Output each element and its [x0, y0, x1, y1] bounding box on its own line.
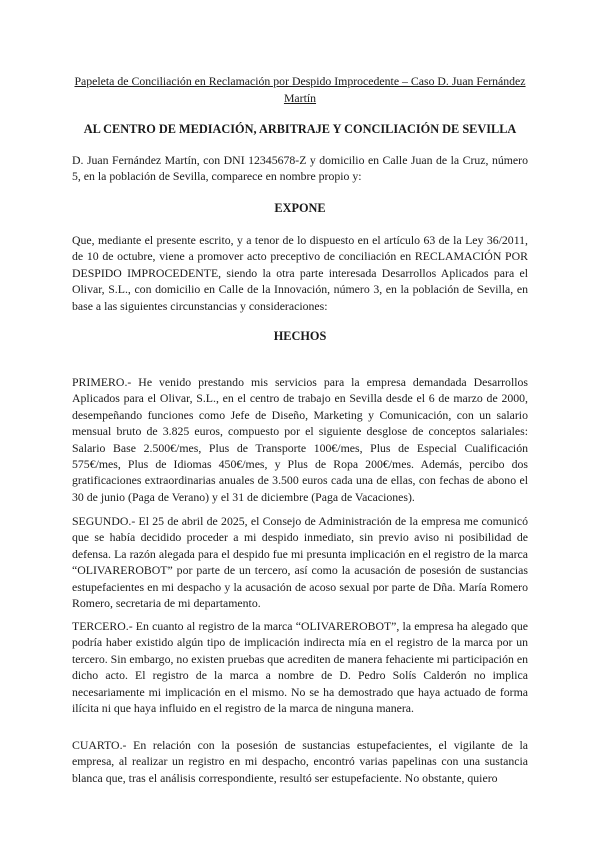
- primero-paragraph: PRIMERO.- He venido prestando mis servicios para la empresa demandada Desarrollos Aplicados para el Olivar, S.L., en el centro de trabajo en Sevilla desde el 6 de marzo de 2000, desempeñando funciones como Jefe de Diseño, Marketing y Comunicación, con un salario mensual bruto de 3.825 euros, compuesto por el siguiente desglose de conceptos salariales: Salario Base 2.500€/mes, Plus de Transporte 100€/mes, Plus de Especial Cualificación 575€/mes, Plus de Idiomas 450€/mes, y Plus de Ropa 200€/mes. Además, percibo dos gratificaciones extraordinarias anuales de 3.500 euros cada una de ellas, con fechas de abono el 30 de junio (Paga de Verano) y el 31 de diciembre (Paga de Vacaciones).: [72, 375, 528, 504]
- tercero-paragraph: TERCERO.- En cuanto al registro de la marca “OLIVAREROBOT”, la empresa ha alegado que podría haber existido algún tipo de implicación indirecta mía en el registro de la marca por un tercero. Sin embargo, no existen pruebas que acrediten de manera fehaciente mi participación en dicho acto. El registro de la marca a nombre de D. Pedro Solís Calderón no implica necesariamente mi implicación en el mismo. No se ha demostrado que haya actuado de forma ilícita ni que haya influido en el registro de la marca de ninguna manera.: [72, 619, 528, 716]
- hechos-heading: HECHOS: [273, 329, 327, 343]
- cuarto-paragraph: CUARTO.- En relación con la posesión de sustancias estupefacientes, el vigilante de la empresa, al realizar un registro en mi despacho, encontró varias papelinas con una sustancia blanca que, tras el análisis correspondiente, resultó ser estupefaciente. No obstante, quiero: [72, 738, 528, 785]
- document-title: Papeleta de Conciliación en Reclamación por Despido Improcedente – Caso D. Juan Fernández Martín: [74, 74, 526, 105]
- expone-paragraph: Que, mediante el presente escrito, y a tenor de lo dispuesto en el artículo 63 de la Ley 36/2011, de 10 de octubre, viene a promover acto preceptivo de conciliación en RECLAMACIÓN POR DESPIDO IMPROCEDENTE, siendo la otra parte interesada Desarrollos Aplicados para el Olivar, S.L., con domicilio en Calle de la Innovación, número 3, en la población de Sevilla, en base a las siguientes circunstancias y consideraciones:: [72, 233, 528, 313]
- intro-paragraph: D. Juan Fernández Martín, con DNI 12345678-Z y domicilio en Calle Juan de la Cruz, número 5, en la población de Sevilla, comparece en nombre propio y:: [72, 153, 528, 184]
- expone-heading: EXPONE: [274, 201, 326, 215]
- addressee-heading: AL CENTRO DE MEDIACIÓN, ARBITRAJE Y CONCILIACIÓN DE SEVILLA: [83, 122, 517, 136]
- segundo-paragraph: SEGUNDO.- El 25 de abril de 2025, el Consejo de Administración de la empresa me comunicó que se había decidido proceder a mi despido inmediato, sin previo aviso ni posibilidad de defensa. La razón alegada para el despido fue mi presunta implicación en el registro de la marca “OLIVAREROBOT” por parte de un tercero, así como la acusación de posesión de sustancias estupefacientes en mi despacho y la acusación de acoso sexual por parte de Dña. María Romero Romero, secretaria de mi departamento.: [72, 514, 528, 611]
